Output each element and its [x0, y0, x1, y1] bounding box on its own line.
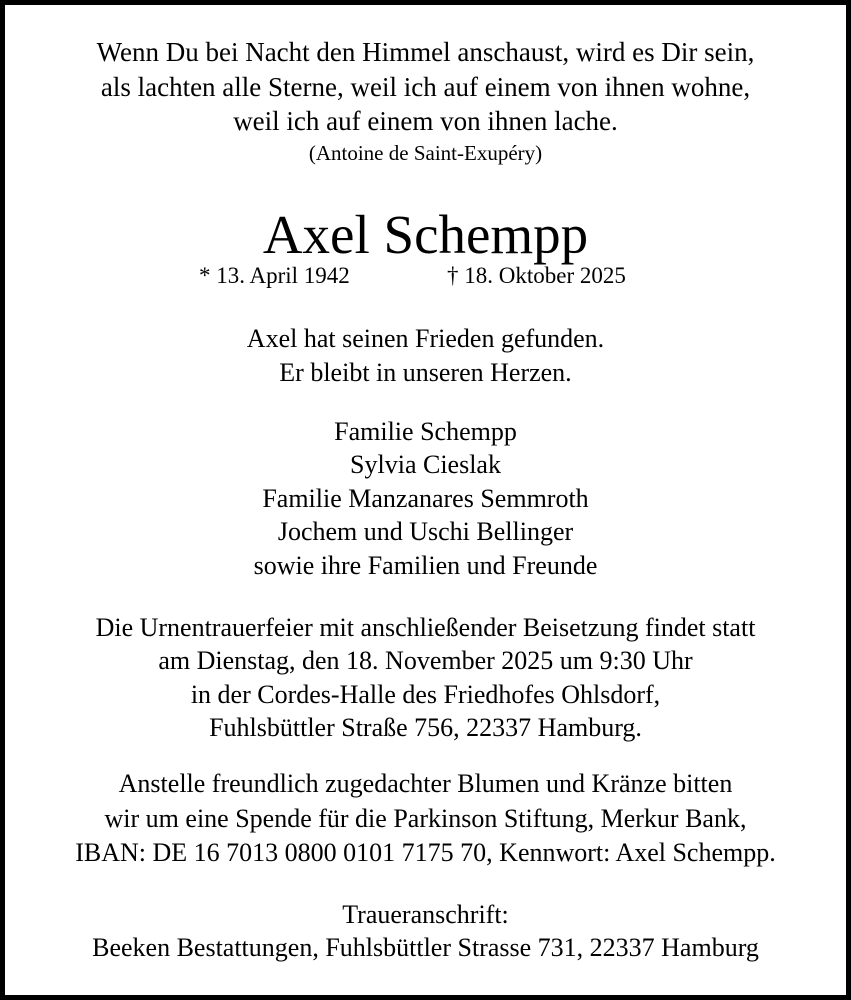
- ceremony-line: Die Urnentrauerfeier mit anschließender Beisetzung findet statt: [95, 613, 756, 642]
- donation-line: wir um eine Spende für die Parkinson Stiftung, Merkur Bank,: [104, 804, 747, 833]
- mourner-line: Familie Schempp: [334, 417, 517, 446]
- ceremony-line: am Dienstag, den 18. November 2025 um 9:30 Uhr: [158, 646, 693, 675]
- mourner-line: sowie ihre Familien und Freunde: [253, 551, 598, 580]
- deceased-name: Axel Schempp: [262, 204, 589, 265]
- quote-line: als lachten alle Sterne, weil ich auf einem von ihnen wohne,: [100, 72, 751, 102]
- contact-heading: Traueranschrift:: [342, 900, 509, 929]
- mourner-line: Jochem und Uschi Bellinger: [277, 517, 574, 546]
- ceremony-line: in der Cordes-Halle des Friedhofes Ohlsdorf,: [190, 680, 661, 709]
- quote-line: Wenn Du bei Nacht den Himmel anschaust, wird es Dir sein,: [96, 37, 755, 67]
- death-date: † 18. Oktober 2025: [447, 263, 626, 288]
- mourner-line: Sylvia Cieslak: [350, 450, 501, 479]
- donation-line: IBAN: DE 16 7013 0800 0101 7175 70, Kennwort: Axel Schempp.: [75, 838, 776, 867]
- mourner-line: Familie Manzanares Semmroth: [262, 484, 589, 513]
- quote-line: weil ich auf einem von ihnen lache.: [233, 106, 618, 136]
- message-line: Axel hat seinen Frieden gefunden.: [246, 324, 605, 353]
- quote-author: (Antoine de Saint-Exupéry): [308, 141, 543, 165]
- message-line: Er bleibt in unseren Herzen.: [279, 358, 572, 387]
- birth-date: * 13. April 1942: [199, 263, 350, 288]
- ceremony-line: Fuhlsbüttler Straße 756, 22337 Hamburg.: [209, 713, 642, 742]
- donation-line: Anstelle freundlich zugedachter Blumen und Kränze bitten: [118, 769, 733, 798]
- contact-address: Beeken Bestattungen, Fuhlsbüttler Strasse 731, 22337 Hamburg: [92, 933, 759, 962]
